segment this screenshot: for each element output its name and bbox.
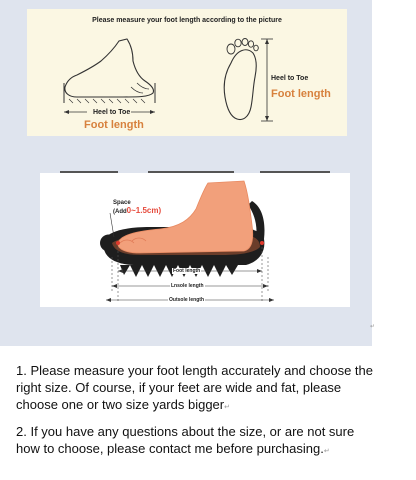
side-heel-to-toe-label: Heel to Toe [93, 109, 131, 116]
outsole-length-label: Outsole length [169, 297, 204, 303]
space-annotation [113, 200, 161, 216]
side-foot-length-caption: Foot length [84, 119, 144, 131]
sole-heel-to-toe-label: Heel to Toe [271, 75, 309, 82]
paragraph-mark: ↵ [370, 324, 376, 330]
paragraph-mark: ↵ [323, 448, 330, 455]
foot-side-illustration [27, 9, 347, 136]
size-instructions [16, 362, 376, 467]
instruction-item-2: 2. If you have any questions about the size, or are not sure how to choose, please contact me before purchasing.↵ [16, 424, 355, 456]
chart-heading: Please measure your foot length according to the picture [92, 17, 282, 24]
instruction-item-1: 1. Please measure your foot length accurately and choose the right size. Of course, if your feet are wide and fat, please choose one or two size yards bigger↵ [16, 363, 373, 412]
space-range: 0~1.5cm) [126, 206, 162, 215]
foot-measure-chart [27, 9, 347, 136]
sole-foot-length-caption: Foot length [271, 88, 331, 100]
insole-length-label: Lnsole length [171, 283, 204, 289]
paragraph-mark: ↵ [224, 404, 230, 411]
space-label: Space [113, 200, 131, 206]
space-prefix: (Add [113, 209, 127, 215]
foot-length-label: Foot length [173, 268, 201, 274]
shoe-length-diagram [40, 173, 350, 307]
